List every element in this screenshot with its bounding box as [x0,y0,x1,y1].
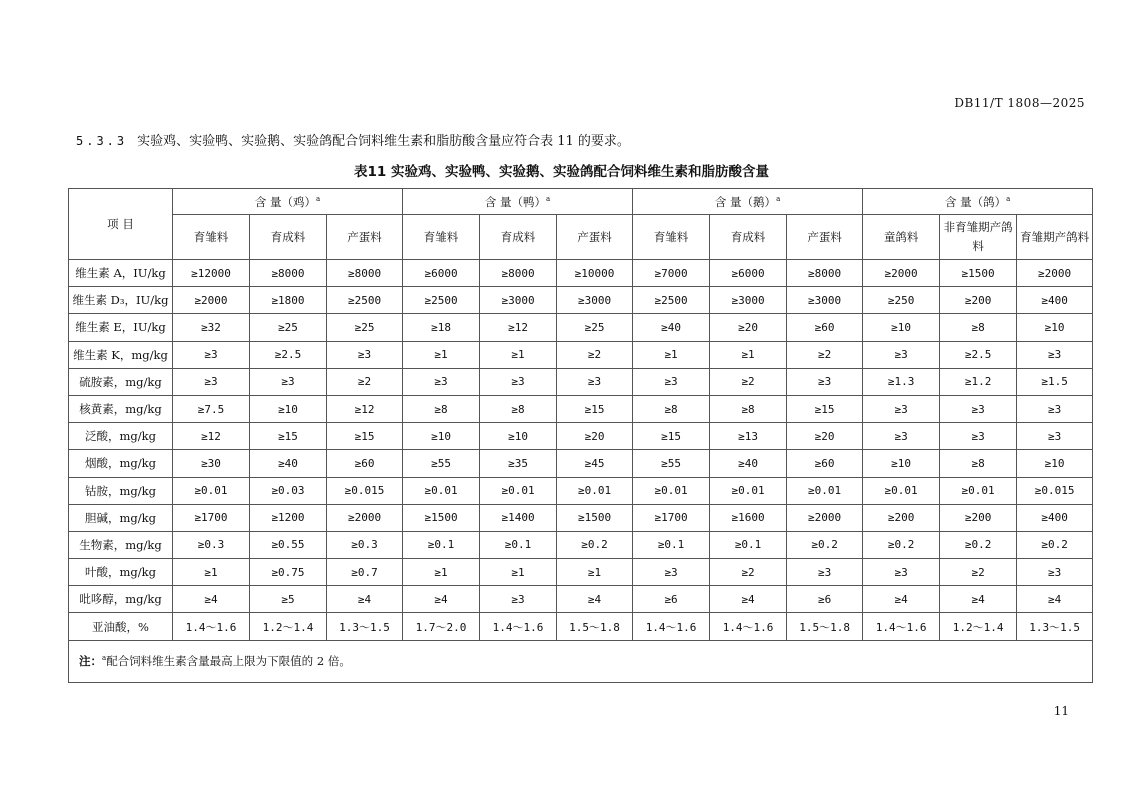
column-subheader: 育成料 [710,215,787,260]
row-label: 胆碱，mg/kg [69,504,173,531]
table-cell: ≥60 [327,450,403,477]
table-cell: ≥0.1 [403,531,480,558]
table-cell: ≥1 [480,341,557,368]
table-cell: ≥3 [480,586,557,613]
table-cell: ≥1600 [710,504,787,531]
table-cell: ≥200 [940,287,1017,314]
table-cell: ≥13 [710,423,787,450]
row-label: 吡哆醇，mg/kg [69,586,173,613]
table-cell: ≥1500 [403,504,480,531]
table-cell: ≥2.5 [940,341,1017,368]
column-subheader: 产蛋料 [327,215,403,260]
table-cell: ≥0.01 [557,477,633,504]
table-cell: ≥60 [787,314,863,341]
table-cell: ≥4 [710,586,787,613]
table-cell: ≥1700 [633,504,710,531]
table-row [69,531,1093,558]
table-cell: ≥10 [863,450,940,477]
table-cell: ≥35 [480,450,557,477]
table-row [69,341,1093,368]
table-cell: ≥0.2 [787,531,863,558]
table-cell: ≥5 [250,586,327,613]
table-cell: ≥1200 [250,504,327,531]
table-cell: ≥3 [863,341,940,368]
table-cell: ≥25 [250,314,327,341]
table-cell: ≥0.1 [710,531,787,558]
table-cell: ≥10 [480,423,557,450]
table-cell: ≥3 [1017,559,1093,586]
table-cell: ≥7000 [633,260,710,287]
table-cell: ≥2000 [327,504,403,531]
table-row [69,287,1093,314]
table-cell: ≥3 [173,368,250,395]
table-cell: ≥60 [787,450,863,477]
table-cell: ≥200 [863,504,940,531]
table-cell: ≥1400 [480,504,557,531]
document-code: DB11/T 1808—2025 [954,96,1085,110]
table-cell: ≥8 [403,395,480,422]
table-cell: ≥6 [787,586,863,613]
vitamin-table-container [68,188,1092,683]
table-cell: 1.2～1.4 [250,613,327,640]
table-cell: ≥1 [557,559,633,586]
table-cell: ≥0.015 [327,477,403,504]
table-cell: ≥3 [787,368,863,395]
subheader-row [69,215,1093,260]
table-cell: ≥0.1 [480,531,557,558]
table-cell: ≥8 [940,314,1017,341]
table-cell: ≥0.75 [250,559,327,586]
table-cell: 1.4～1.6 [633,613,710,640]
table-cell: ≥4 [940,586,1017,613]
table-cell: ≥3000 [480,287,557,314]
table-row [69,559,1093,586]
row-label: 硫胺素，mg/kg [69,368,173,395]
table-cell: ≥1700 [173,504,250,531]
row-label: 生物素，mg/kg [69,531,173,558]
table-cell: ≥8 [633,395,710,422]
page-number: 11 [1053,704,1069,718]
table-cell: ≥200 [940,504,1017,531]
table-cell: ≥1 [633,341,710,368]
row-label: 维生素 K，mg/kg [69,341,173,368]
vitamin-table [68,188,1093,683]
table-cell: ≥0.3 [173,531,250,558]
table-cell: ≥40 [633,314,710,341]
table-cell: ≥18 [403,314,480,341]
table-cell: ≥3 [403,368,480,395]
table-cell: 1.2～1.4 [940,613,1017,640]
table-cell: ≥3000 [557,287,633,314]
row-label: 维生素 A，IU/kg [69,260,173,287]
table-cell: ≥10 [1017,314,1093,341]
table-cell: ≥0.3 [327,531,403,558]
clause-number: 5.3.3 [76,134,128,148]
column-subheader: 产蛋料 [557,215,633,260]
table-cell: ≥0.7 [327,559,403,586]
column-subheader: 育成料 [250,215,327,260]
row-label: 核黄素，mg/kg [69,395,173,422]
table-cell: ≥3 [633,368,710,395]
table-cell: ≥6000 [710,260,787,287]
table-cell: ≥0.01 [787,477,863,504]
row-label: 维生素 E，IU/kg [69,314,173,341]
table-cell: ≥1500 [557,504,633,531]
table-cell: ≥4 [863,586,940,613]
table-cell: ≥12 [480,314,557,341]
table-row [69,314,1093,341]
table-cell: ≥4 [403,586,480,613]
column-subheader: 育成料 [480,215,557,260]
table-cell: 1.4～1.6 [480,613,557,640]
table-cell: 1.5～1.8 [787,613,863,640]
table-cell: ≥1.2 [940,368,1017,395]
table-cell: ≥1 [710,341,787,368]
table-cell: ≥1.5 [1017,368,1093,395]
table-cell: 1.4～1.6 [173,613,250,640]
table-cell: 1.5～1.8 [557,613,633,640]
table-cell: ≥0.01 [710,477,787,504]
table-cell: ≥15 [633,423,710,450]
table-cell: ≥4 [1017,586,1093,613]
table-cell: ≥8000 [480,260,557,287]
table-cell: ≥2 [710,559,787,586]
table-cell: ≥8 [710,395,787,422]
table-row [69,450,1093,477]
table-title: 表11 实验鸡、实验鸭、实验鹅、实验鸽配合饲料维生素和脂肪酸含量 [354,164,769,180]
table-cell: ≥8000 [787,260,863,287]
table-row [69,586,1093,613]
table-cell: ≥2 [940,559,1017,586]
table-cell: ≥3000 [710,287,787,314]
table-cell: ≥12 [173,423,250,450]
table-cell: ≥3 [633,559,710,586]
table-cell: ≥1 [403,341,480,368]
note-mark: a [102,654,107,663]
table-cell: 1.4～1.6 [863,613,940,640]
row-label: 泛酸，mg/kg [69,423,173,450]
column-subheader: 产蛋料 [787,215,863,260]
table-cell: ≥10 [250,395,327,422]
table-cell: ≥20 [787,423,863,450]
table-cell: ≥2500 [403,287,480,314]
table-cell: ≥0.01 [480,477,557,504]
table-cell: ≥0.03 [250,477,327,504]
table-cell: ≥3 [940,423,1017,450]
table-body [69,260,1093,641]
table-cell: ≥10 [1017,450,1093,477]
table-cell: ≥6000 [403,260,480,287]
table-cell: ≥0.01 [173,477,250,504]
table-cell: ≥10 [403,423,480,450]
table-cell: ≥2 [787,341,863,368]
table-cell: ≥250 [863,287,940,314]
table-cell: ≥8000 [327,260,403,287]
table-row [69,260,1093,287]
table-cell: ≥15 [557,395,633,422]
table-cell: ≥3 [863,559,940,586]
table-cell: ≥10000 [557,260,633,287]
table-note-row [69,640,1093,682]
table-row [69,423,1093,450]
table-cell: ≥3 [1017,341,1093,368]
table-cell: ≥55 [403,450,480,477]
table-cell: ≥7.5 [173,395,250,422]
table-cell: 1.4～1.6 [710,613,787,640]
table-cell: ≥2 [327,368,403,395]
table-cell: ≥15 [250,423,327,450]
table-cell: ≥2 [557,341,633,368]
table-cell: ≥3000 [787,287,863,314]
table-cell: ≥25 [557,314,633,341]
table-cell: ≥3 [940,395,1017,422]
column-subheader: 非育雏期产鸽料 [940,215,1017,260]
table-cell: ≥55 [633,450,710,477]
table-cell: 1.3～1.5 [327,613,403,640]
table-note [69,640,1093,682]
table-cell: ≥6 [633,586,710,613]
note-label: 注： [79,654,102,669]
table-cell: ≥400 [1017,287,1093,314]
table-cell: ≥3 [863,395,940,422]
table-row [69,395,1093,422]
row-label: 叶酸，mg/kg [69,559,173,586]
table-cell: ≥3 [250,368,327,395]
table-row [69,613,1093,640]
table-cell: ≥12000 [173,260,250,287]
table-cell: ≥1500 [940,260,1017,287]
table-cell: ≥4 [327,586,403,613]
table-cell: ≥0.2 [863,531,940,558]
table-cell: 1.7～2.0 [403,613,480,640]
table-cell: ≥2000 [1017,260,1093,287]
table-cell: ≥1 [173,559,250,586]
table-cell: ≥45 [557,450,633,477]
table-cell: ≥3 [787,559,863,586]
table-cell: ≥3 [863,423,940,450]
table-cell: ≥3 [557,368,633,395]
group-header-pigeon: 含 量（鸽）$^a$ [863,189,1093,215]
table-cell: ≥15 [787,395,863,422]
table-cell: ≥2.5 [250,341,327,368]
table-cell: ≥1 [480,559,557,586]
table-cell: ≥15 [327,423,403,450]
note-text: 配合饲料维生素含量最高上限为下限值的 2 倍。 [106,654,351,669]
table-cell: ≥2000 [863,260,940,287]
table-cell: ≥2000 [173,287,250,314]
table-cell: ≥32 [173,314,250,341]
table-row [69,504,1093,531]
table-cell: ≥400 [1017,504,1093,531]
table-cell: ≥3 [1017,423,1093,450]
table-cell: ≥20 [557,423,633,450]
table-cell: ≥30 [173,450,250,477]
row-label: 亚油酸，% [69,613,173,640]
table-cell: ≥0.2 [940,531,1017,558]
table-cell: 1.3～1.5 [1017,613,1093,640]
column-subheader: 育雏料 [173,215,250,260]
table-cell: ≥2 [710,368,787,395]
table-cell: ≥2000 [787,504,863,531]
table-cell: ≥3 [1017,395,1093,422]
table-cell: ≥0.1 [633,531,710,558]
table-cell: ≥1800 [250,287,327,314]
row-label: 钴胺，mg/kg [69,477,173,504]
row-label: 烟酸，mg/kg [69,450,173,477]
table-cell: ≥1 [403,559,480,586]
group-header-duck: 含 量（鸭）$^a$ [403,189,633,215]
table-cell: ≥25 [327,314,403,341]
row-label: 维生素 D₃，IU/kg [69,287,173,314]
table-cell: ≥0.2 [1017,531,1093,558]
table-cell: ≥8 [940,450,1017,477]
table-cell: ≥0.01 [940,477,1017,504]
table-cell: ≥0.01 [633,477,710,504]
table-cell: ≥20 [710,314,787,341]
table-cell: ≥0.2 [557,531,633,558]
table-cell: ≥0.01 [863,477,940,504]
group-header-goose: 含 量（鹅）$^a$ [633,189,863,215]
table-cell: ≥3 [327,341,403,368]
table-cell: ≥2500 [633,287,710,314]
table-cell: ≥8 [480,395,557,422]
table-row [69,368,1093,395]
column-subheader: 育雏期产鸽料 [1017,215,1093,260]
table-cell: ≥4 [173,586,250,613]
table-cell: ≥40 [250,450,327,477]
column-subheader: 育雏料 [403,215,480,260]
table-cell: ≥0.015 [1017,477,1093,504]
table-cell: ≥3 [173,341,250,368]
table-cell: ≥40 [710,450,787,477]
column-subheader: 育雏料 [633,215,710,260]
group-header-chicken: 含 量（鸡）$^a$ [173,189,403,215]
table-cell: ≥0.55 [250,531,327,558]
table-cell: ≥10 [863,314,940,341]
table-cell: ≥1.3 [863,368,940,395]
table-cell: ≥0.01 [403,477,480,504]
table-row [69,477,1093,504]
table-cell: ≥8000 [250,260,327,287]
table-cell: ≥2500 [327,287,403,314]
clause-paragraph [76,130,630,149]
table-cell: ≥3 [480,368,557,395]
clause-text: 实验鸡、实验鸭、实验鹅、实验鸽配合饲料维生素和脂肪酸含量应符合表 11 的要求。 [137,134,630,149]
column-subheader: 童鸽料 [863,215,940,260]
table-cell: ≥12 [327,395,403,422]
item-header: 项 目 [69,189,173,260]
table-cell: ≥4 [557,586,633,613]
